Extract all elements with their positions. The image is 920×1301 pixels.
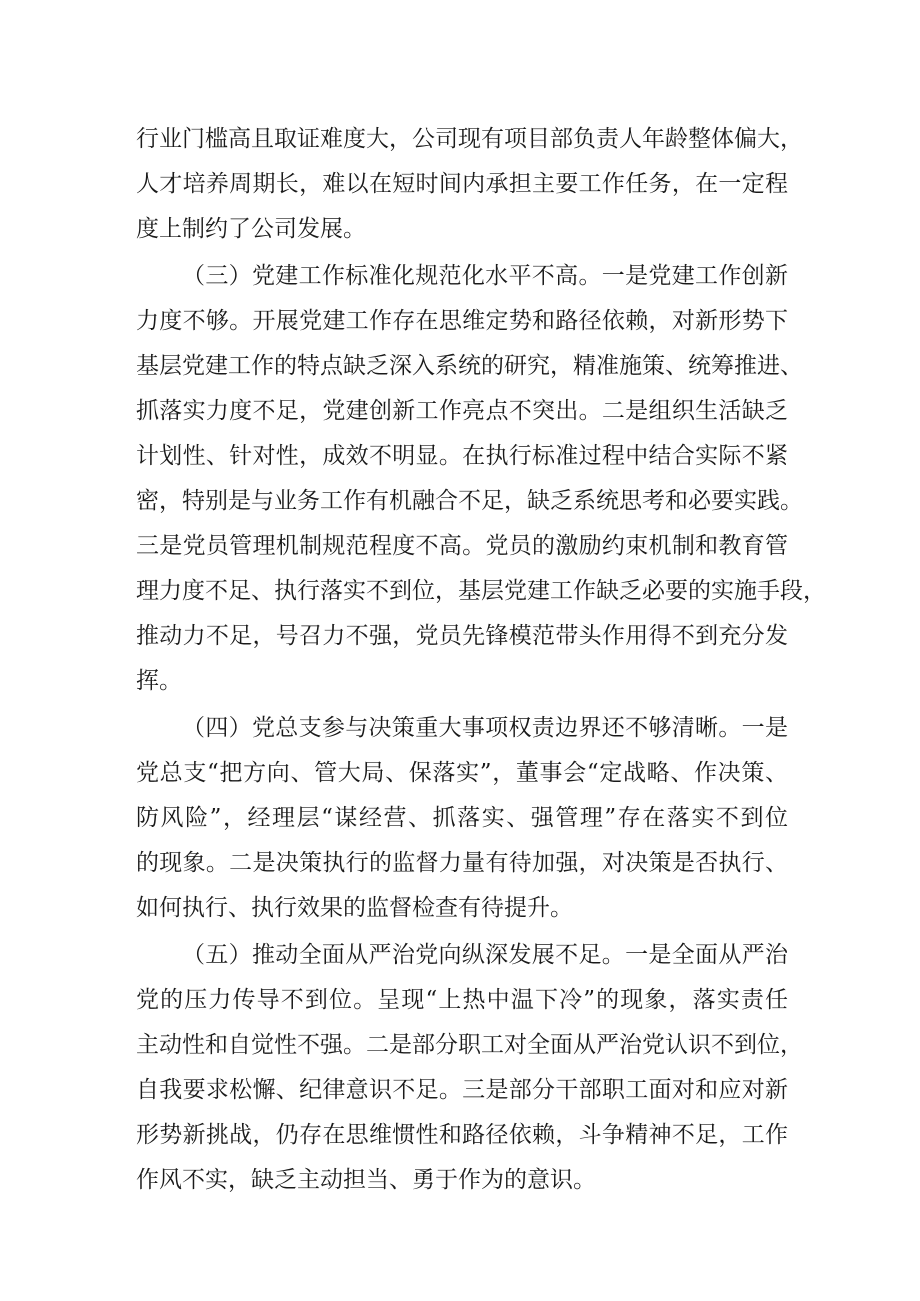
paragraph-3 <box>136 706 788 931</box>
text-line: 理力度不足、执行落实不到位，基层党建工作缺乏必要的实施手段， <box>136 578 826 604</box>
text-line: 抓落实力度不足，党建创新工作亮点不突出。二是组织生活缺乏 <box>136 398 788 424</box>
text-line: （五）推动全面从严治党向纵深发展不足。一是全面从严治 <box>182 942 788 968</box>
text-line: 人才培养周期长，难以在短时间内承担主要工作任务，在一定程 <box>136 171 788 197</box>
text-line: 挥。 <box>136 668 182 694</box>
text-line: 计划性、针对性，成效不明显。在执行标准过程中结合实际不紧 <box>136 443 788 469</box>
text-line: 作风不实，缺乏主动担当、勇于作为的意识。 <box>136 1167 596 1193</box>
text-line: 如何执行、执行效果的监督检查有待提升。 <box>136 895 573 921</box>
text-line: （三）党建工作标准化规范化水平不高。一是党建工作创新 <box>182 263 788 289</box>
text-line: 力度不够。开展党建工作存在思维定势和路径依赖，对新形势下 <box>136 308 788 334</box>
text-line: 的现象。二是决策执行的监督力量有待加强，对决策是否执行、 <box>136 850 788 876</box>
text-line: （四）党总支参与决策重大事项权责边界还不够清晰。一是 <box>182 715 788 741</box>
paragraph-4 <box>136 933 803 1203</box>
text-line: 党的压力传导不到位。呈现“上热中温下冷”的现象，落实责任 <box>136 987 788 1013</box>
text-line: 防风险”，经理层“谋经营、抓落实、强管理”存在落实不到位 <box>136 805 788 831</box>
paragraph-2 <box>136 254 826 704</box>
text-line: 主动性和自觉性不强。二是部分职工对全面从严治党认识不到位， <box>136 1032 803 1058</box>
body-text <box>136 117 826 1203</box>
text-line: 密，特别是与业务工作有机融合不足，缺乏系统思考和必要实践。 <box>136 488 803 514</box>
paragraph-1 <box>136 117 803 252</box>
text-line: 度上制约了公司发展。 <box>136 216 366 242</box>
text-line: 形势新挑战，仍存在思维惯性和路径依赖，斗争精神不足，工作 <box>136 1122 788 1148</box>
text-line: 三是党员管理机制规范程度不高。党员的激励约束机制和教育管 <box>136 533 788 559</box>
text-line: 党总支“把方向、管大局、保落实”，董事会“定战略、作决策、 <box>136 760 788 786</box>
text-line: 行业门槛高且取证难度大，公司现有项目部负责人年龄整体偏大， <box>136 126 803 152</box>
text-line: 基层党建工作的特点缺乏深入系统的研究，精准施策、统筹推进、 <box>136 353 803 379</box>
text-line: 推动力不足，号召力不强，党员先锋模范带头作用得不到充分发 <box>136 623 788 649</box>
text-line: 自我要求松懈、纪律意识不足。三是部分干部职工面对和应对新 <box>136 1077 788 1103</box>
